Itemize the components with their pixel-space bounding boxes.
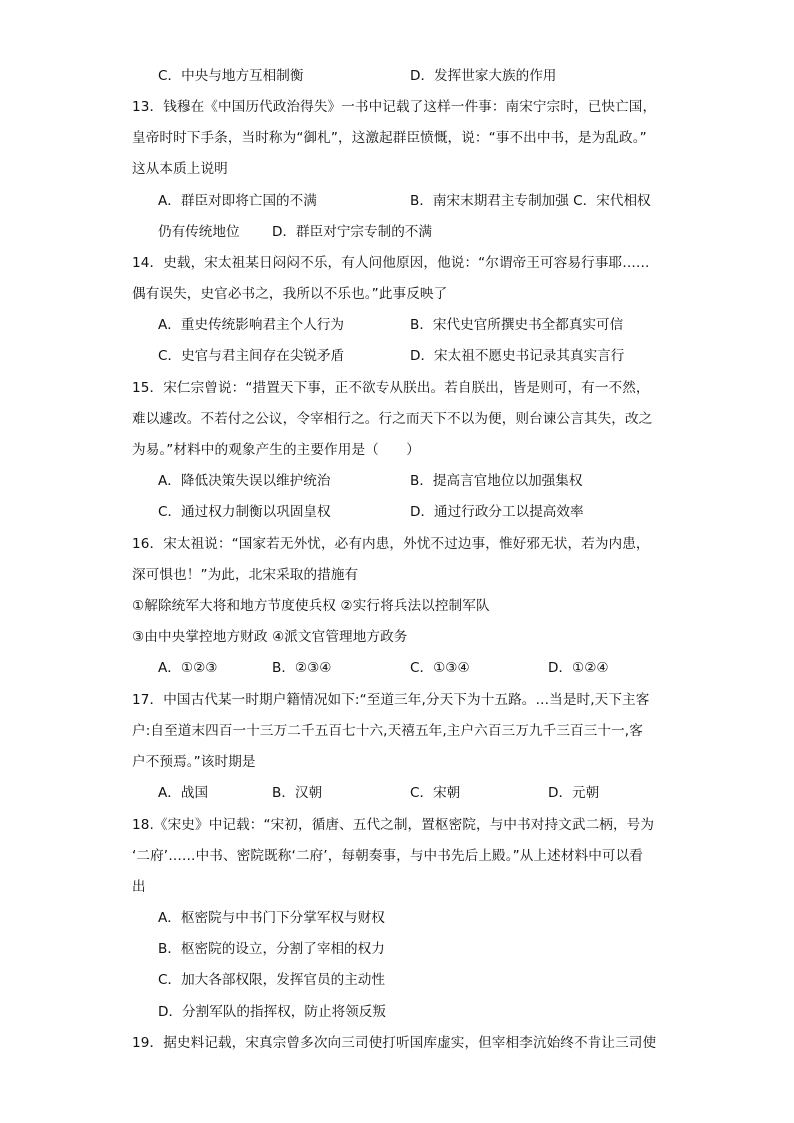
q15-option-c: C．通过权力制衡以巩固皇权	[158, 504, 331, 520]
q17-option-c: C．宋朝	[410, 785, 461, 801]
q17-stem-line-2: 户:自至道末四百一十三万二千五百七十六,天禧五年,主户六百三万九千三百三十一,客	[132, 723, 643, 739]
q16-choice-line-2: ③由中央掌控地方财政 ④派文官管理地方政务	[132, 629, 408, 645]
q16-option-a: A．①②③	[158, 660, 218, 676]
q14-option-c: C．史官与君主间存在尖锐矛盾	[158, 348, 345, 364]
q12-option-c: C．中央与地方互相制衡	[158, 68, 304, 84]
q14-option-a: A．重史传统影响君主个人行为	[158, 317, 345, 333]
q18-option-c: C．加大各部权限，发挥官员的主动性	[158, 972, 385, 988]
q13-stem-line-1: 13．钱穆在《中国历代政治得失》一书中记载了这样一件事：南宋宁宗时，已快亡国，	[132, 99, 657, 115]
q15-stem-line-3: 为易。”材料中的观象产生的主要作用是（ ）	[132, 442, 420, 458]
q14-stem-line-1: 14．史载，宋太祖某日闷闷不乐，有人问他原因，他说：“尔谓帝王可容易行事耶……	[132, 255, 650, 271]
q13-stem-line-2: 皇帝时时下手条，当时称为“御札”，这激起群臣愤慨，说：“事不出中书，是为乱政。”	[132, 130, 647, 146]
q16-stem-line-1: 16．宋太祖说：“国家若无外忧，必有内患，外忧不过边事，惟好邪无状，若为内患，	[132, 536, 650, 552]
q19-stem-line-1: 19．据史料记载，宋真宗曾多次向三司使打听国库虚实，但宰相李沆始终不肯让三司使	[132, 1035, 657, 1051]
q15-option-b: B．提高言官地位以加强集权	[410, 473, 583, 489]
q13-option-a: A．群臣对即将亡国的不满	[158, 193, 317, 209]
q18-stem-line-2: ‘二府’……中书、密院既称‘二府’，每朝奏事，与中书先后上殿。”从上述材料中可以看	[132, 848, 643, 864]
q14-option-b: B．宋代史官所撰史书全都真实可信	[410, 317, 624, 333]
q18-stem-line-1: 18.《宋史》中记载：“宋初，循唐、五代之制，置枢密院，与中书对持文武二柄，号为	[132, 817, 655, 833]
q17-option-b: B．汉朝	[272, 785, 323, 801]
q18-stem-line-3: 出	[132, 879, 146, 895]
q16-stem-line-2: 深可惧也！”为此，北宋采取的措施有	[132, 567, 359, 583]
q18-option-a: A．枢密院与中书门下分掌军权与财权	[158, 910, 385, 926]
q16-choice-line-1: ①解除统军大将和地方节度使兵权 ②实行将兵法以控制军队	[132, 598, 490, 614]
q17-stem-line-1: 17．中国古代某一时期户籍情况如下:“至道三年,分天下为十五路。…当是时,天下主客	[132, 692, 650, 708]
q13-option-b-c: B．南宋末期君主专制加强 C．宋代相权	[410, 193, 651, 209]
q17-option-d: D．元朝	[548, 785, 600, 801]
q16-option-b: B．②③④	[272, 660, 332, 676]
q14-stem-line-2: 偶有误失，史官必书之，我所以不乐也。”此事反映了	[132, 286, 448, 302]
q13-option-d: D．群臣对宁宗专制的不满	[272, 224, 432, 240]
q13-stem-line-3: 这从本质上说明	[132, 161, 228, 177]
q16-option-d: D．①②④	[548, 660, 609, 676]
q13-option-c-continued: 仍有传统地位	[158, 224, 240, 240]
q15-option-a: A．降低决策失误以维护统治	[158, 473, 331, 489]
q12-option-d: D．发挥世家大族的作用	[410, 68, 557, 84]
q16-option-c: C．①③④	[410, 660, 470, 676]
q18-option-d: D．分割军队的指挥权，防止将领反叛	[158, 1004, 386, 1020]
q15-option-d: D．通过行政分工以提高效率	[410, 504, 584, 520]
q14-option-d: D．宋太祖不愿史书记录其真实言行	[410, 348, 625, 364]
q15-stem-line-1: 15．宋仁宗曾说：“措置天下事，正不欲专从朕出。若自朕出，皆是则可，有一不然，	[132, 380, 650, 396]
q17-option-a: A．战国	[158, 785, 209, 801]
q18-option-b: B．枢密院的设立，分割了宰相的权力	[158, 941, 385, 957]
q15-stem-line-2: 难以遽改。不若付之公议，令宰相行之。行之而天下不以为便，则台谏公言其失，改之	[132, 411, 653, 427]
q17-stem-line-3: 户不预焉。”该时期是	[132, 754, 256, 770]
